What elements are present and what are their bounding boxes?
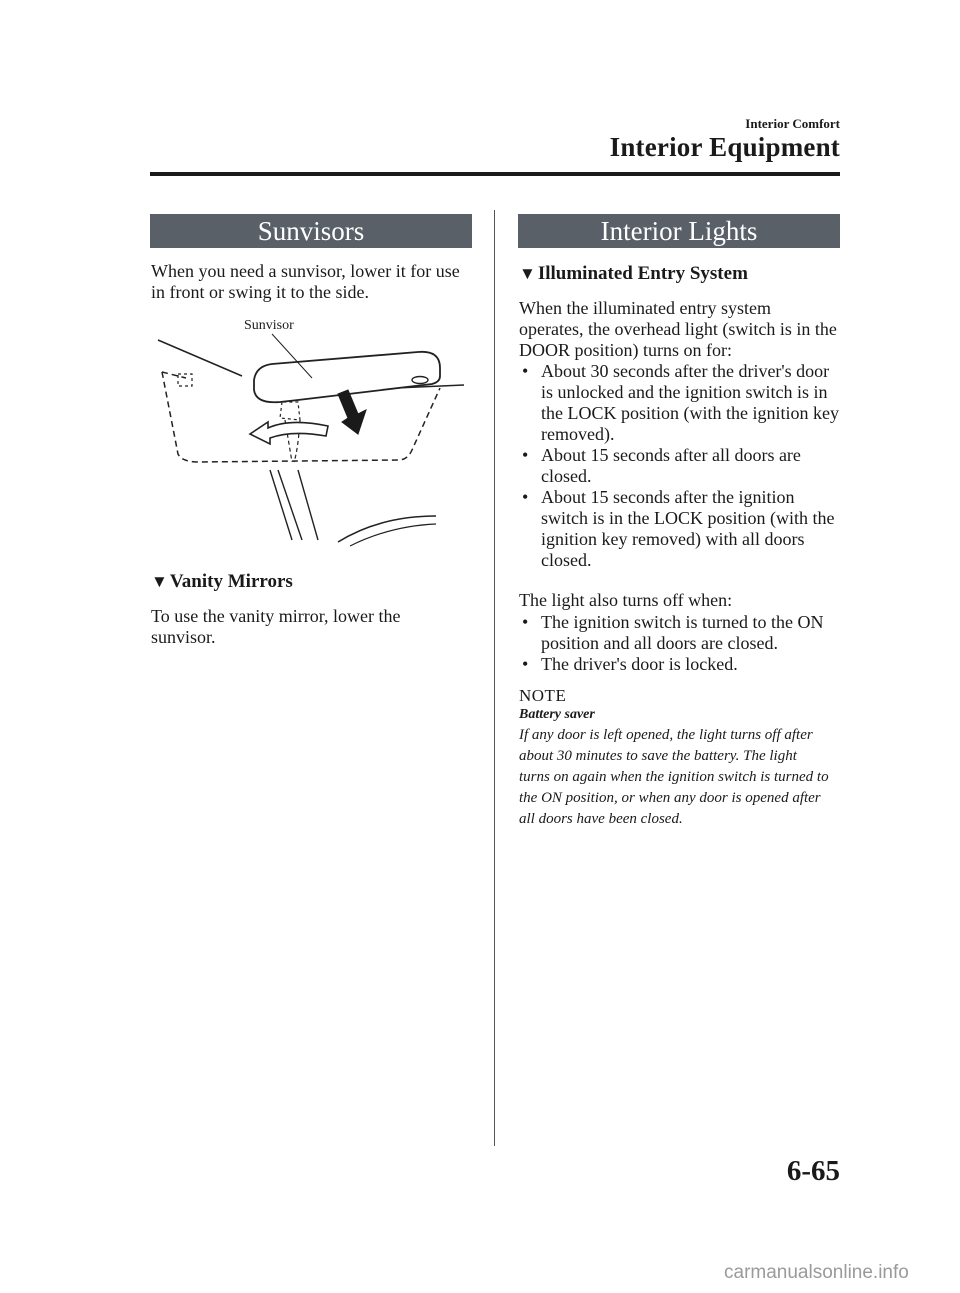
vanity-mirrors-heading-text: Vanity Mirrors xyxy=(169,571,293,592)
page-number: 6-65 xyxy=(786,1155,840,1187)
bullet-icon: • xyxy=(522,612,529,632)
interior-lights-banner: Interior Lights xyxy=(518,214,840,248)
section-label: Interior Comfort xyxy=(745,116,840,131)
list-item: • The driver's door is locked. xyxy=(522,654,738,674)
list-item: • About 15 seconds after the ignition switch is in the LOCK position (with the ignition key removed) with all doors closed. xyxy=(522,487,835,570)
heading-marker-icon: ▼ xyxy=(151,572,168,591)
note-text: If any door is left opened, the light turns off after about 30 minutes to save the battery. The light turns on again when the ignition switch is turned to the ON position, or when any door is opened after all doors have been closed. xyxy=(519,727,829,827)
turn-off-intro: The light also turns off when: xyxy=(519,590,733,610)
illuminated-entry-intro: When the illuminated entry system operates, the overhead light (switch is in the DOOR position) turns on for: xyxy=(519,298,837,360)
illuminated-entry-heading-text: Illuminated Entry System xyxy=(537,263,748,284)
vanity-mirrors-heading xyxy=(151,571,293,593)
heading-marker-icon: ▼ xyxy=(519,264,536,283)
note-label: NOTE xyxy=(519,686,567,705)
illuminated-entry-heading xyxy=(519,263,748,285)
column-divider xyxy=(494,210,495,1146)
sunvisors-intro: When you need a sunvisor, lower it for use in front or swing it to the side. xyxy=(151,261,460,302)
list-item: • The ignition switch is turned to the ON position and all doors are closed. xyxy=(522,612,824,653)
sunvisor-callout-label: Sunvisor xyxy=(244,318,294,333)
list-item: • About 15 seconds after all doors are closed. xyxy=(522,445,801,486)
sunvisors-banner: Sunvisors xyxy=(150,214,472,248)
turn-off-list xyxy=(519,612,840,675)
header-rule xyxy=(150,172,840,176)
turn-on-list xyxy=(519,361,840,571)
bullet-icon: • xyxy=(522,445,529,465)
sunvisor-illustration xyxy=(150,310,472,550)
page-title: Interior Equipment xyxy=(609,132,840,162)
bullet-icon: • xyxy=(522,361,529,381)
vanity-mirrors-text: To use the vanity mirror, lower the sunvisor. xyxy=(151,606,401,647)
sunvisor-figure xyxy=(150,310,472,550)
bullet-icon: • xyxy=(522,487,529,507)
note-title: Battery saver xyxy=(519,707,595,722)
bullet-icon: • xyxy=(522,654,529,674)
list-item: • About 30 seconds after the driver's door is unlocked and the ignition switch is in the LOCK position (with the ignition key removed). xyxy=(522,361,839,444)
watermark: carmanualsonline.info xyxy=(724,1262,909,1283)
